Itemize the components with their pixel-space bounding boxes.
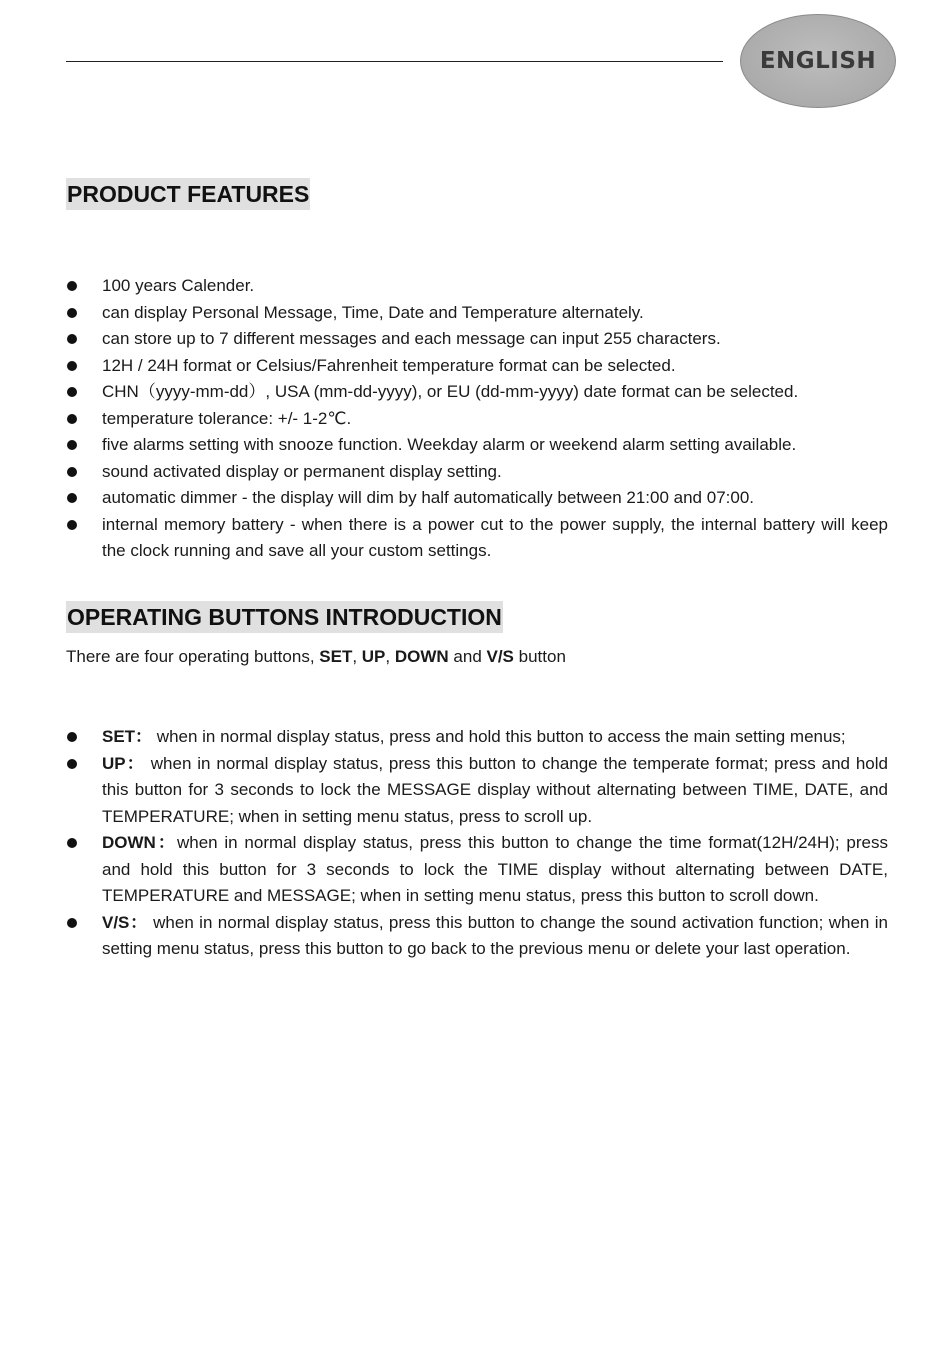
list-item: 100 years Calender. [66, 273, 888, 300]
list-item [66, 724, 888, 751]
list-item [66, 751, 888, 831]
intro-down: DOWN [394, 647, 449, 666]
button-description: when in normal display status, press this button to change the temperate format; press and hold this button for 3 seconds to lock the MESSAGE display without alternating between TIME, DATE, and TEMPERATURE; when in setting menu status, press to scroll up. [102, 753, 888, 826]
list-item: temperature tolerance: +/- 1-2℃. [66, 406, 888, 433]
button-name: SET： [102, 727, 153, 746]
operating-buttons-intro [66, 644, 566, 670]
intro-prefix: There are four operating buttons, [66, 647, 320, 666]
list-item: can display Personal Message, Time, Date and Temperature alternately. [66, 300, 888, 327]
button-name: UP： [102, 753, 145, 773]
list-item: 12H / 24H format or Celsius/Fahrenheit temperature format can be selected. [66, 353, 888, 380]
intro-and: and [448, 647, 487, 666]
intro-up: UP [361, 647, 386, 666]
intro-sep: , [385, 647, 395, 666]
intro-suffix: button [513, 647, 566, 666]
list-item: CHN（yyyy-mm-dd）, USA (mm-dd-yyyy), or EU (dd-mm-yyyy) date format can be selected. [66, 379, 888, 406]
operating-buttons-heading: OPERATING BUTTONS INTRODUCTION [66, 601, 503, 633]
language-label: ENGLISH [759, 48, 877, 74]
button-description: when in normal display status, press this button to change the sound activation function; when in setting menu status, press this button to go back to the previous menu or delete your last operation. [102, 912, 888, 958]
product-features-list [66, 273, 888, 565]
intro-set: SET [319, 647, 353, 666]
button-description: when in normal display status, press and hold this button to access the main setting menus; [152, 727, 846, 746]
list-item [66, 910, 888, 963]
list-item: five alarms setting with snooze function. Weekday alarm or weekend alarm setting available. [66, 432, 888, 459]
product-features-heading: PRODUCT FEATURES [66, 178, 310, 210]
list-item: automatic dimmer - the display will dim by half automatically between 21:00 and 07:00. [66, 485, 888, 512]
language-badge [740, 14, 896, 108]
header-rule [66, 61, 723, 62]
intro-sep: , [352, 647, 362, 666]
button-name: V/S： [102, 912, 148, 932]
list-item: sound activated display or permanent display setting. [66, 459, 888, 486]
list-item: can store up to 7 different messages and each message can input 255 characters. [66, 326, 888, 353]
button-description: when in normal display status, press this button to change the time format(12H/24H); press and hold this button for 3 seconds to lock the TIME display without alternating between DATE, TEMPERATURE and MESSAGE; when in setting menu status, press this button to scroll down. [102, 833, 888, 905]
button-name: DOWN： [102, 833, 177, 852]
list-item [66, 830, 888, 910]
list-item: internal memory battery - when there is a power cut to the power supply, the internal battery will keep the clock running and save all your custom settings. [66, 512, 888, 565]
operating-buttons-list [66, 724, 888, 963]
intro-vs: V/S [486, 647, 514, 666]
